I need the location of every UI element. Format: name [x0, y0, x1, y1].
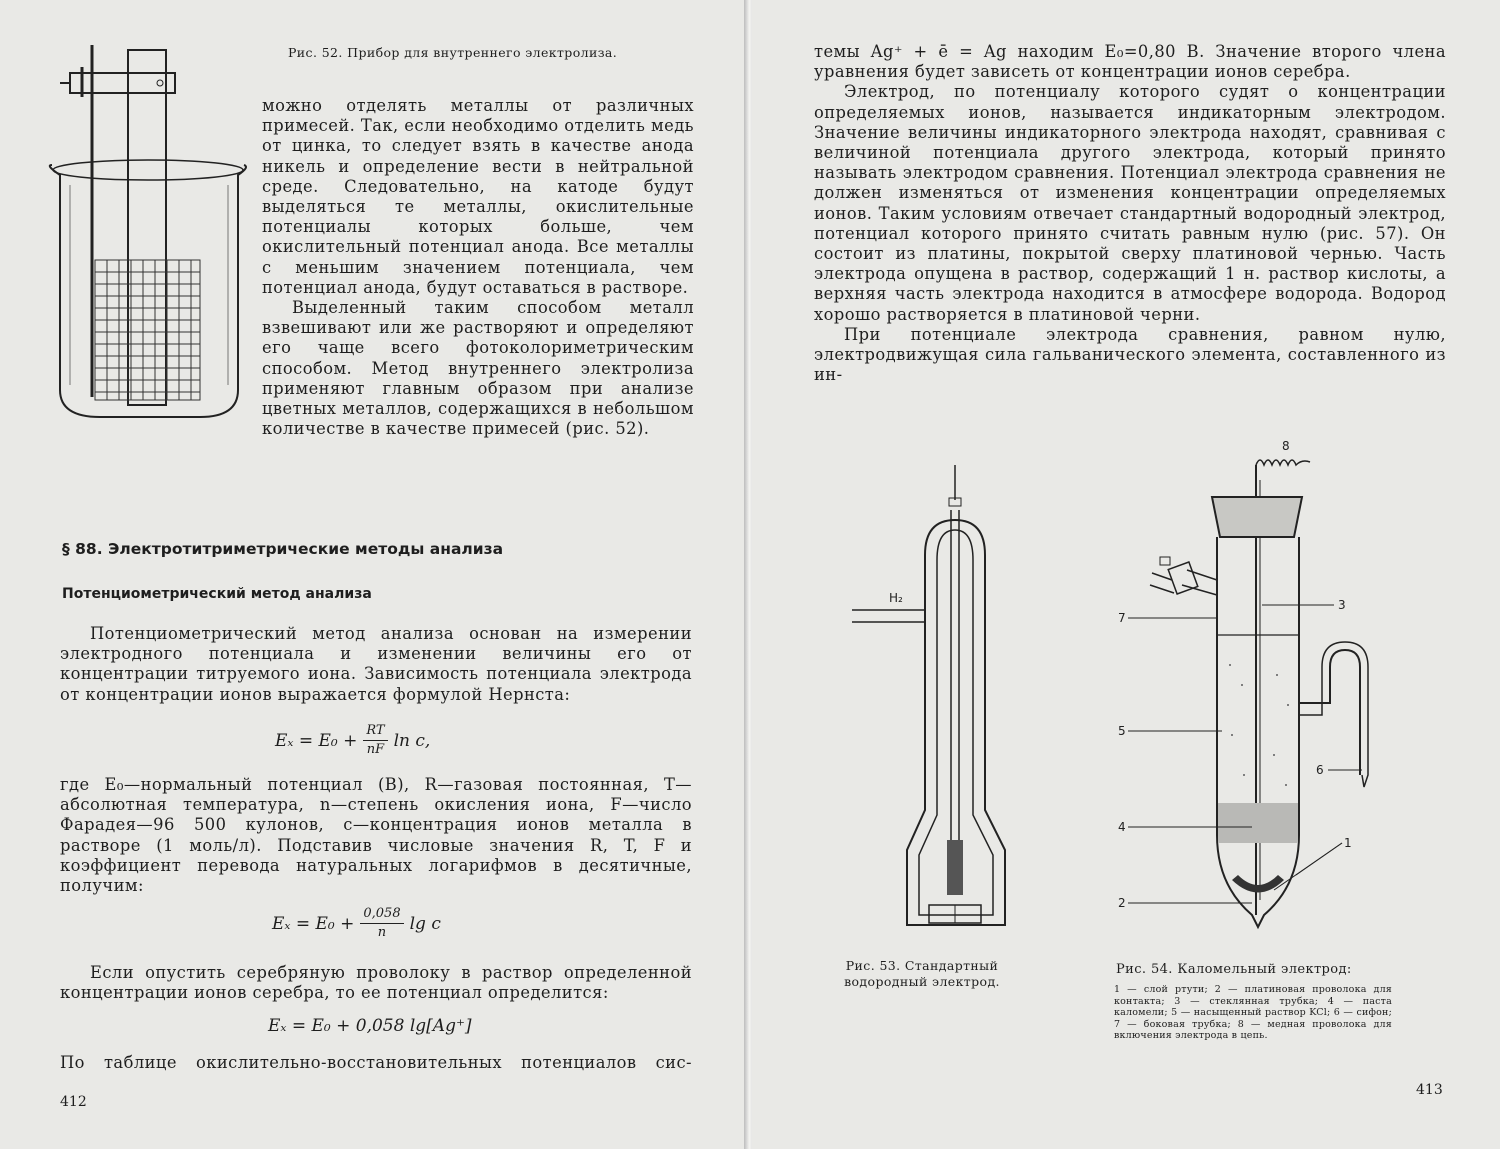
paragraph: Если опустить серебряную проволоку в раствор определенной концентрации ионов серебра, то ее потенциал определится: [60, 963, 692, 1003]
subheading: Потенциометрический метод анализа [62, 586, 372, 602]
formula-rhs: ln c, [393, 730, 431, 751]
fig53-caption: Рис. 53. Стандартный водородный электрод. [844, 958, 1000, 989]
paragraph: По таблице окислительно-восстановительных потенциалов сис- [60, 1053, 692, 1072]
formula-numerator: RT [363, 722, 387, 741]
left-text-block-3 [60, 775, 692, 896]
fig54-label-3: 3 [1338, 598, 1346, 612]
paragraph: где E₀—нормальный потенциал (В), R—газовая постоянная, T—абсолютная температура, n—степень окисления иона, F—число Фарадея—96 500 кулонов, c—концентрация ионов металла в растворе (1 моль/л). Подставив числовые значения R, T, F и коэффициент перевода натуральных логарифмов в десятичные, получим: [60, 775, 692, 896]
formula-fraction [363, 722, 387, 759]
fig54-label-8: 8 [1282, 439, 1290, 453]
formula-denominator: n [377, 925, 387, 940]
right-page [752, 0, 1500, 1149]
paragraph: Потенциометрический метод анализа основан на измерении электродного потенциала и изменении величины его от концентрации титруемого иона. Зависимость потенциала электрода от концентрации ионов выражается формулой Нернста: [60, 624, 692, 704]
paragraph: Выделенный таким способом металл взвешивают или же растворяют и определяют его чаще всего фотоколориметрическим способом. Метод внутреннего электролиза применяют главным образом при анализе цветных металлов, содержащихся в небольшом количестве в качестве примесей (рис. 52). [262, 298, 694, 439]
nernst-formula [275, 722, 430, 759]
fig52-caption: Рис. 52. Прибор для внутреннего электролиза. [288, 45, 618, 60]
formula-fraction [360, 905, 403, 942]
fig53-hydrogen-electrode [847, 460, 1027, 940]
fig53-h2-label: H₂ [889, 591, 903, 605]
fig54-label-2: 2 [1118, 896, 1126, 910]
page-number-right: 413 [1416, 1082, 1443, 1098]
formula-rhs: lg c [409, 913, 441, 934]
fig54-calomel-electrode [1102, 435, 1402, 955]
left-text-block-4 [60, 963, 692, 1003]
fig54-label-4: 4 [1118, 820, 1126, 834]
fig54-legend: 1 — слой ртути; 2 — платиновая проволока для контакта; 3 — стеклянная трубка; 4 — паста каломели; 5 — насыщенный раствор KCl; 6 — сифон; 7 — боковая трубка; 8 — медная проволока для включения электрода в цепь. [1114, 984, 1392, 1041]
fig52-internal-electrolysis-device [40, 35, 255, 435]
formula-denominator: nF [366, 742, 385, 757]
paragraph: При потенциале электрода сравнения, равном нулю, электродвижущая сила гальванического элемента, составленного из ин- [814, 324, 1446, 385]
paragraph: темы Ag⁺ + ē = Ag находим E₀=0,80 В. Значение второго члена уравнения будет зависеть от концентрации ионов серебра. [814, 42, 1446, 82]
silver-formula: Eₓ = E₀ + 0,058 lg[Ag⁺] [268, 1016, 472, 1036]
fig54-caption: Рис. 54. Каломельный электрод: [1116, 962, 1352, 977]
left-text-block-2 [60, 624, 692, 705]
section-heading: § 88. Электротитриметрические методы анализа [62, 540, 504, 558]
fig54-label-7: 7 [1118, 611, 1126, 625]
left-text-block-1 [262, 96, 694, 439]
page-number-left: 412 [60, 1094, 87, 1110]
right-text-block [814, 42, 1446, 385]
paragraph: Электрод, по потенциалу которого судят о концентрации определяемых ионов, называется индикаторным электродом. Значение величины индикаторного электрода находят, сравнивая с величиной потенциала другого электрода, который принято называть электродом сравнения. Потенциал электрода сравнения не должен изменяться от изменения концентрации определяемых ионов. Таким условиям отвечает стандартный водородный электрод, потенциал которого принято считать равным нулю (рис. 57). Он состоит из платины, покрытой сверху платиновой чернью. Часть электрода опущена в раствор, содержащий 1 н. раствор кислоты, а верхняя часть электрода находится в атмосфере водорода. Водород хорошо растворяется в платиновой черни. [814, 82, 1446, 324]
nernst-formula-decimal [272, 905, 441, 942]
left-page [0, 0, 748, 1149]
fig54-label-1: 1 [1344, 836, 1352, 850]
paragraph: можно отделять металлы от различных примесей. Так, если необходимо отделить медь от цинка, то следует взять в качестве анода никель и определение вести в нейтральной среде. Следовательно, на катоде будут выделяться те металлы, окислительные потенциалы которых больше, чем окислительный потенциал анода. Все металлы с меньшим значением потенциала, чем потенциал анода, будут оставаться в растворе. [262, 96, 694, 297]
left-text-block-5 [60, 1053, 692, 1073]
formula-lhs: Eₓ = E₀ + [272, 913, 355, 934]
fig54-label-5: 5 [1118, 724, 1126, 738]
formula-lhs: Eₓ = E₀ + [275, 730, 358, 751]
formula-numerator: 0,058 [360, 905, 403, 924]
fig54-label-6: 6 [1316, 763, 1324, 777]
